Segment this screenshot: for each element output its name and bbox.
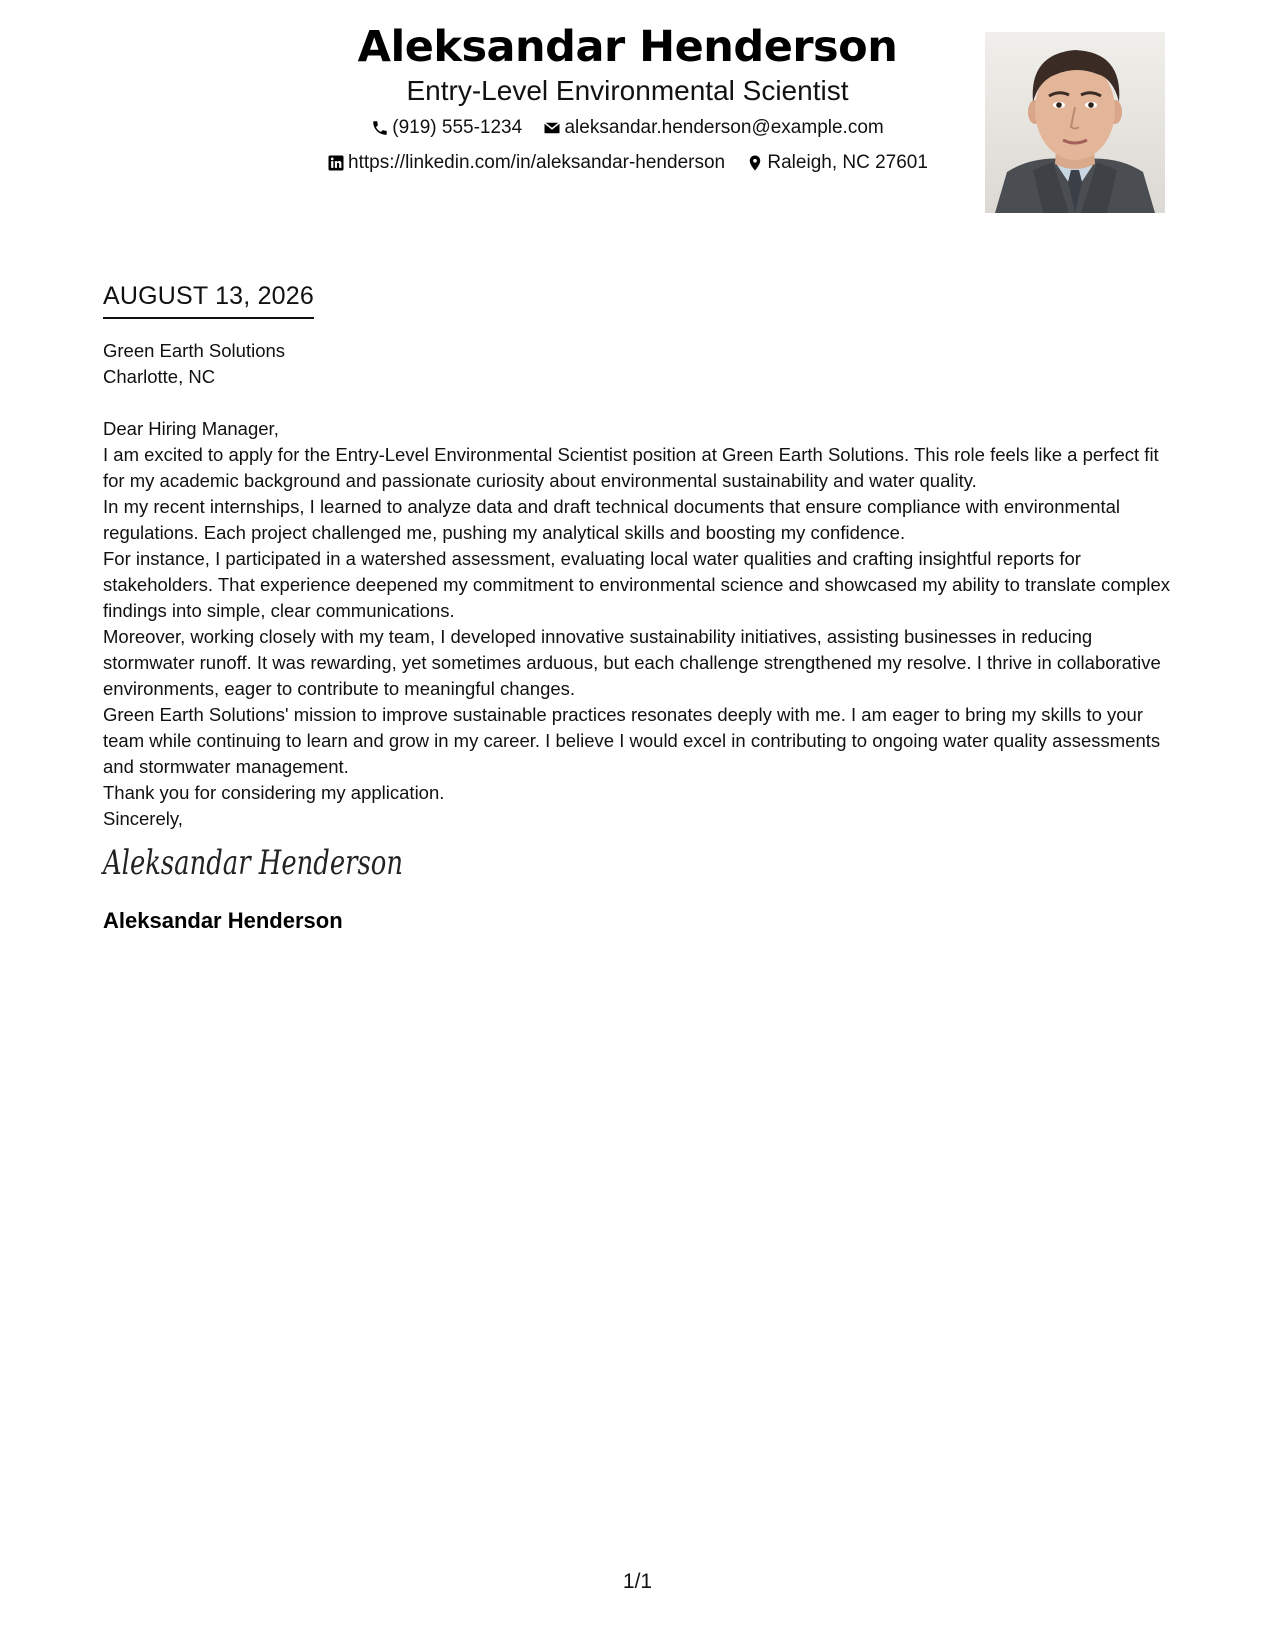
envelope-icon	[543, 119, 561, 137]
linkedin-icon	[327, 154, 345, 172]
email-text[interactable]: aleksandar.henderson@example.com	[564, 117, 884, 138]
body-paragraph: In my recent internships, I learned to analyze data and draft technical documents that ensure compliance with environmental regulations. Each project challenged me, pushing my analytical skills and boosting my confidence.	[103, 496, 1121, 543]
map-pin-icon	[746, 154, 764, 172]
signoff: Sincerely,	[103, 808, 183, 829]
salutation: Dear Hiring Manager,	[103, 418, 279, 439]
email-contact[interactable]	[543, 116, 883, 140]
applicant-name: Aleksandar Henderson	[357, 22, 898, 72]
page-number: 1/1	[622, 1570, 653, 1593]
location-text: Raleigh, NC 27601	[767, 152, 928, 173]
signed-name: Aleksandar Henderson	[103, 908, 343, 933]
location-contact	[746, 151, 928, 175]
closing-line: Thank you for considering my application.	[103, 782, 445, 803]
linkedin-contact[interactable]	[327, 151, 725, 175]
recipient-company: Green Earth Solutions	[103, 340, 286, 361]
job-title: Entry-Level Environmental Scientist	[406, 75, 849, 106]
letter-date: AUGUST 13, 2026	[103, 280, 314, 319]
body-paragraph: Moreover, working closely with my team, I developed innovative sustainability initiatives, assisting businesses in reducing stormwater runoff. It was rewarding, yet sometimes arduous, but each challenge strengthened my resolve. I thrive in collaborative environments, eager to contribute to meaningful changes.	[103, 626, 1161, 699]
phone-text: (919) 555-1234	[392, 117, 523, 138]
profile-photo	[985, 32, 1165, 213]
linkedin-text[interactable]: https://linkedin.com/in/aleksandar-henderson	[348, 152, 726, 173]
handwritten-signature	[100, 832, 1183, 892]
portrait-image	[985, 32, 1165, 213]
signature-glyphs: Aleksandar Henderson	[100, 843, 403, 883]
phone-contact	[371, 116, 522, 140]
letter-body	[100, 338, 1183, 935]
body-paragraph: I am excited to apply for the Entry-Level Environmental Scientist position at Green Earth Solutions. This role feels like a perfect fit for my academic background and passionate curiosity about environmental sustainability and water quality.	[103, 444, 1159, 491]
recipient-block	[103, 338, 1183, 390]
body-paragraph: For instance, I participated in a watershed assessment, evaluating local water qualities and crafting insightful reports for stakeholders. That experience deepened my commitment to environmental science and showcased my ability to translate complex findings into simple, clear communications.	[103, 548, 1171, 621]
body-paragraph: Green Earth Solutions' mission to improve sustainable practices resonates deeply with me. I am eager to bring my skills to your team while continuing to learn and grow in my career. I believe I would excel in contributing to ongoing water quality assessments and stormwater management.	[103, 704, 1161, 777]
recipient-city: Charlotte, NC	[103, 366, 216, 387]
phone-icon	[371, 119, 389, 137]
